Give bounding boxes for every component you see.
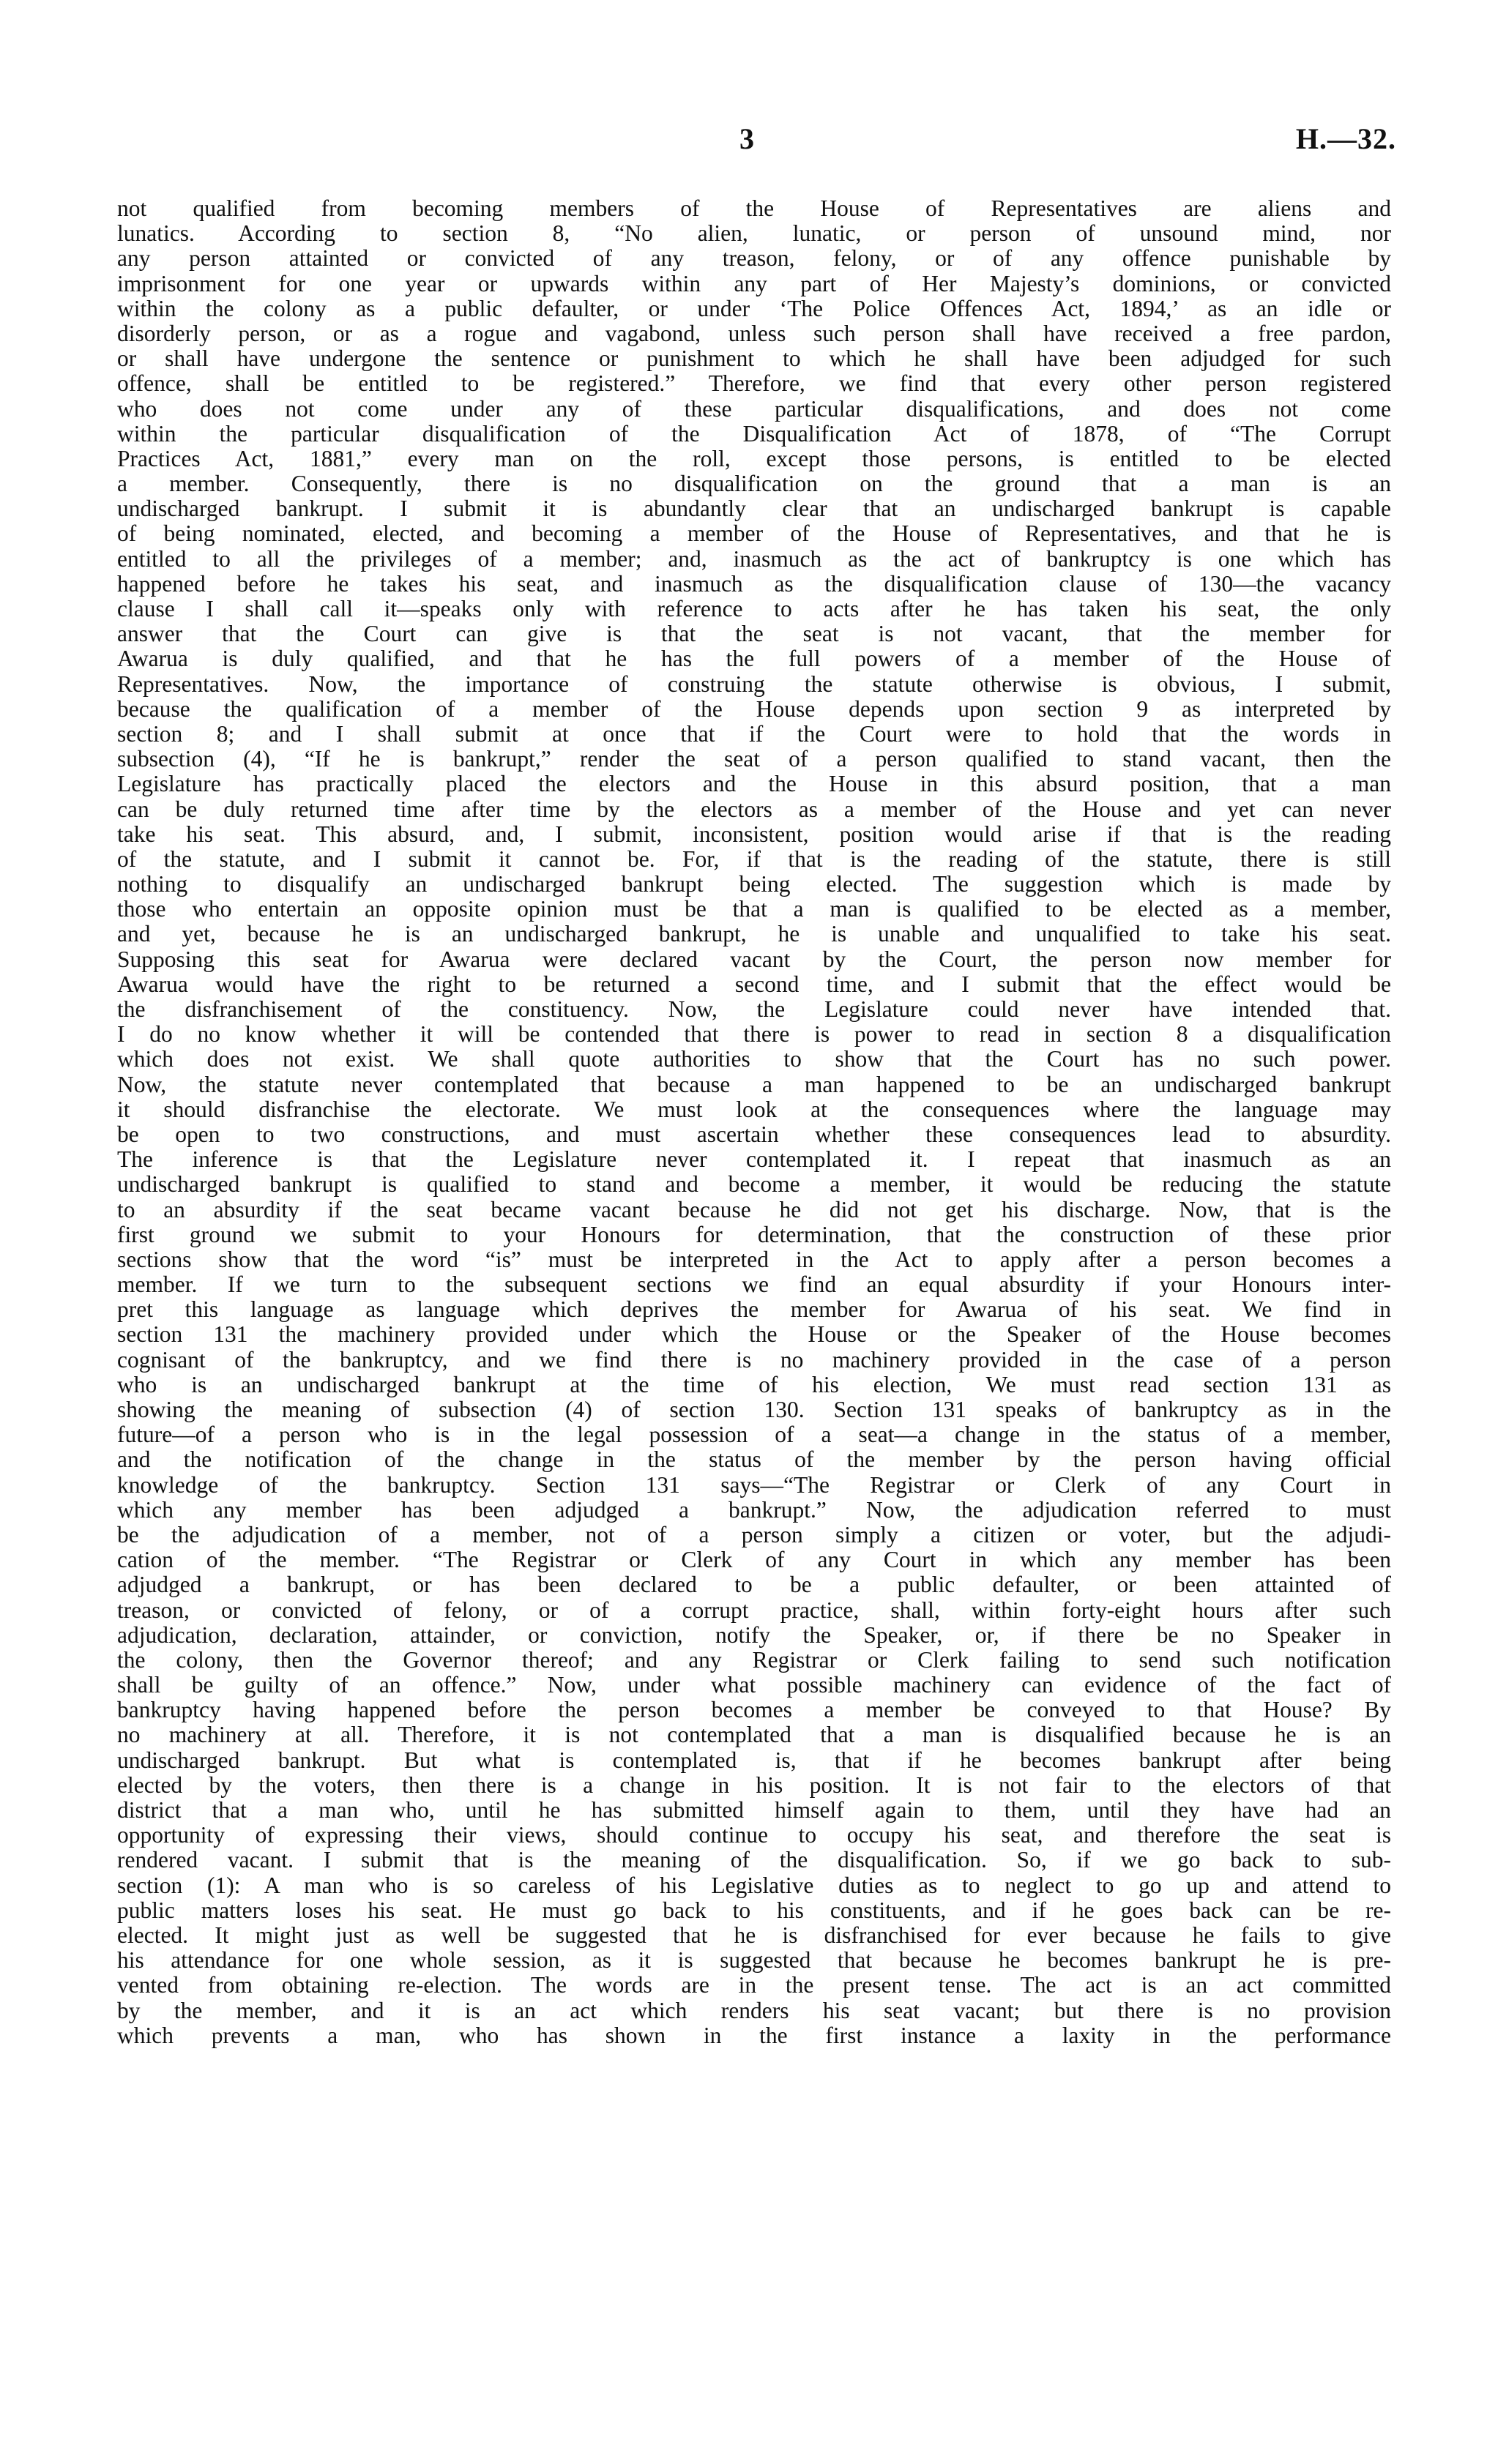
text-line: within the colony as a public defaulter, or under ‘The Police Offences Act, 1894,’ as an idle or: [117, 296, 1391, 321]
text-line: and the notification of the change in the status of the member by the person having official: [117, 1447, 1391, 1473]
text-line: adjudged a bankrupt, or has been declared to be a public defaulter, or been attainted of: [117, 1572, 1391, 1598]
text-line: happened before he takes his seat, and inasmuch as the disqualification clause of 130—the vacancy: [117, 571, 1391, 597]
text-line: be open to two constructions, and must ascertain whether these consequences lead to absurdity.: [117, 1121, 1391, 1147]
text-line: the disfranchisement of the constituency. Now, the Legislature could never have intended that.: [117, 997, 1391, 1022]
text-line: within the particular disqualification of the Disqualification Act of 1878, of “The Corrupt: [117, 421, 1391, 447]
text-line: clause I shall call it—speaks only with reference to acts after he has taken his seat, the only: [117, 597, 1391, 621]
text-line: Representatives. Now, the importance of construing the statute otherwise is obvious, I submit,: [117, 671, 1391, 697]
paper-reference: H.—32.: [1295, 122, 1396, 155]
text-line: take his seat. This absurd, and, I submit, inconsistent, position would arise if that is the reading: [117, 821, 1391, 847]
text-line: undischarged bankrupt. But what is contemplated is, that if he becomes bankrupt after being: [117, 1747, 1391, 1773]
text-line: of the statute, and I submit it cannot be. For, if that is the reading of the statute, there is still: [117, 846, 1391, 872]
text-line: be the adjudication of a member, not of a person simply a citizen or voter, but the adjudi-: [117, 1522, 1391, 1548]
text-line: entitled to all the privileges of a member; and, inasmuch as the act of bankruptcy is one which has: [117, 546, 1391, 572]
text-line: vented from obtaining re-election. The words are in the present tense. The act is an act committed: [117, 1973, 1391, 1998]
text-line: which prevents a man, who has shown in the first instance a laxity in the performance: [117, 2023, 1391, 2048]
text-line: a member. Consequently, there is no disqualification on the ground that a man is an: [117, 471, 1391, 497]
text-line: member. If we turn to the subsequent sections we find an equal absurdity if your Honours inter-: [117, 1272, 1391, 1298]
text-line: cation of the member. “The Registrar or Clerk of any Court in which any member has been: [117, 1548, 1391, 1573]
text-line: subsection (4), “If he is bankrupt,” render the seat of a person qualified to stand vacant, then the: [117, 747, 1391, 772]
text-line: elected by the voters, then there is a change in his position. It is not fair to the electors of that: [117, 1772, 1391, 1798]
text-line: who is an undischarged bankrupt at the time of his election, We must read section 131 as: [117, 1372, 1391, 1397]
text-line: knowledge of the bankruptcy. Section 131 says—“The Registrar or Clerk of any Court in: [117, 1472, 1391, 1498]
text-line: those who entertain an opposite opinion must be that a man is qualified to be elected as a member,: [117, 897, 1391, 922]
text-line: Awarua is duly qualified, and that he has the full powers of a member of the House of: [117, 646, 1391, 672]
text-line: or shall have undergone the sentence or punishment to which he shall have been adjudged for such: [117, 346, 1391, 372]
text-line: the colony, then the Governor thereof; and any Registrar or Clerk failing to send such notification: [117, 1647, 1391, 1673]
text-line: Awarua would have the right to be returned a second time, and I submit that the effect would be: [117, 971, 1391, 997]
text-line: cognisant of the bankruptcy, and we find there is no machinery provided in the case of a person: [117, 1347, 1391, 1373]
text-line: Supposing this seat for Awarua were declared vacant by the Court, the person now member for: [117, 947, 1391, 972]
text-line: first ground we submit to your Honours for determination, that the construction of these prior: [117, 1222, 1391, 1247]
text-line: bankruptcy having happened before the person becomes a member be conveyed to that House? By: [117, 1698, 1391, 1723]
page-number: 3: [739, 122, 754, 155]
text-line: elected. It might just as well be suggested that he is disfranchised for ever because he fails to give: [117, 1922, 1391, 1948]
text-line: The inference is that the Legislature never contemplated it. I repeat that inasmuch as an: [117, 1147, 1391, 1173]
text-line: not qualified from becoming members of the House of Representatives are aliens and: [117, 196, 1391, 221]
text-line: disorderly person, or as a rogue and vagabond, unless such person shall have received a free pardon,: [117, 321, 1391, 346]
text-line: nothing to disqualify an undischarged bankrupt being elected. The suggestion which is made by: [117, 872, 1391, 897]
text-line: district that a man who, until he has submitted himself again to them, until they have had an: [117, 1798, 1391, 1823]
text-line: I do no know whether it will be contended that there is power to read in section 8 a disqualification: [117, 1022, 1391, 1048]
text-line: showing the meaning of subsection (4) of section 130. Section 131 speaks of bankruptcy as in the: [117, 1397, 1391, 1422]
text-line: can be duly returned time after time by the electors as a member of the House and yet can never: [117, 796, 1391, 822]
text-line: undischarged bankrupt. I submit it is abundantly clear that an undischarged bankrupt is capable: [117, 496, 1391, 522]
text-line: Legislature has practically placed the electors and the House in this absurd position, that a man: [117, 772, 1391, 797]
text-line: section (1): A man who is so careless of his Legislative duties as to neglect to go up and attend to: [117, 1873, 1391, 1898]
text-line: sections show that the word “is” must be interpreted in the Act to apply after a person becomes a: [117, 1247, 1391, 1272]
text-line: future—of a person who is in the legal possession of a seat—a change in the status of a member,: [117, 1422, 1391, 1448]
text-line: rendered vacant. I submit that is the meaning of the disqualification. So, if we go back to sub-: [117, 1848, 1391, 1873]
text-line: which does not exist. We shall quote authorities to show that the Court has no such power.: [117, 1047, 1391, 1072]
text-line: adjudication, declaration, attainder, or conviction, notify the Speaker, or, if there be no Speaker in: [117, 1622, 1391, 1648]
text-line: no machinery at all. Therefore, it is not contemplated that a man is disqualified because he is an: [117, 1722, 1391, 1748]
text-line: undischarged bankrupt is qualified to stand and become a member, it would be reducing the statute: [117, 1172, 1391, 1198]
body-text: [117, 196, 1391, 2048]
text-line: Practices Act, 1881,” every man on the roll, except those persons, is entitled to be elected: [117, 446, 1391, 471]
text-line: any person attainted or convicted of any treason, felony, or of any offence punishable by: [117, 246, 1391, 272]
text-line: opportunity of expressing their views, should continue to occupy his seat, and therefore the seat is: [117, 1823, 1391, 1848]
text-line: imprisonment for one year or upwards within any part of Her Majesty’s dominions, or convicted: [117, 271, 1391, 296]
text-line: who does not come under any of these particular disqualifications, and does not come: [117, 396, 1391, 422]
text-line: because the qualification of a member of the House depends upon section 9 as interpreted by: [117, 696, 1391, 722]
text-line: answer that the Court can give is that the seat is not vacant, that the member for: [117, 621, 1391, 647]
text-line: public matters loses his seat. He must go back to his constituents, and if he goes back can be re-: [117, 1897, 1391, 1923]
text-line: offence, shall be entitled to be registered.” Therefore, we find that every other person registered: [117, 371, 1391, 397]
page-header: [0, 122, 1487, 165]
text-line: treason, or convicted of felony, or of a corrupt practice, shall, within forty-eight hours after such: [117, 1597, 1391, 1623]
text-line: and yet, because he is an undischarged bankrupt, he is unable and unqualified to take his seat.: [117, 922, 1391, 947]
text-line: his attendance for one whole session, as it is suggested that because he becomes bankrupt he is pre-: [117, 1948, 1391, 1974]
text-line: which any member has been adjudged a bankrupt.” Now, the adjudication referred to must: [117, 1497, 1391, 1523]
text-line: to an absurdity if the seat became vacant because he did not get his discharge. Now, that is the: [117, 1197, 1391, 1222]
text-line: it should disfranchise the electorate. We must look at the consequences where the language may: [117, 1097, 1391, 1122]
text-line: section 131 the machinery provided under which the House or the Speaker of the House becomes: [117, 1322, 1391, 1348]
text-line: by the member, and it is an act which renders his seat vacant; but there is no provision: [117, 1998, 1391, 2023]
text-line: of being nominated, elected, and becoming a member of the House of Representatives, and that he is: [117, 521, 1391, 547]
text-line: shall be guilty of an offence.” Now, under what possible machinery can evidence of the fact of: [117, 1673, 1391, 1698]
text-line: section 8; and I shall submit at once that if the Court were to hold that the words in: [117, 721, 1391, 747]
text-line: Now, the statute never contemplated that because a man happened to be an undischarged bankrupt: [117, 1072, 1391, 1097]
text-line: pret this language as language which deprives the member for Awarua of his seat. We find in: [117, 1297, 1391, 1323]
text-line: lunatics. According to section 8, “No alien, lunatic, or person of unsound mind, nor: [117, 221, 1391, 247]
